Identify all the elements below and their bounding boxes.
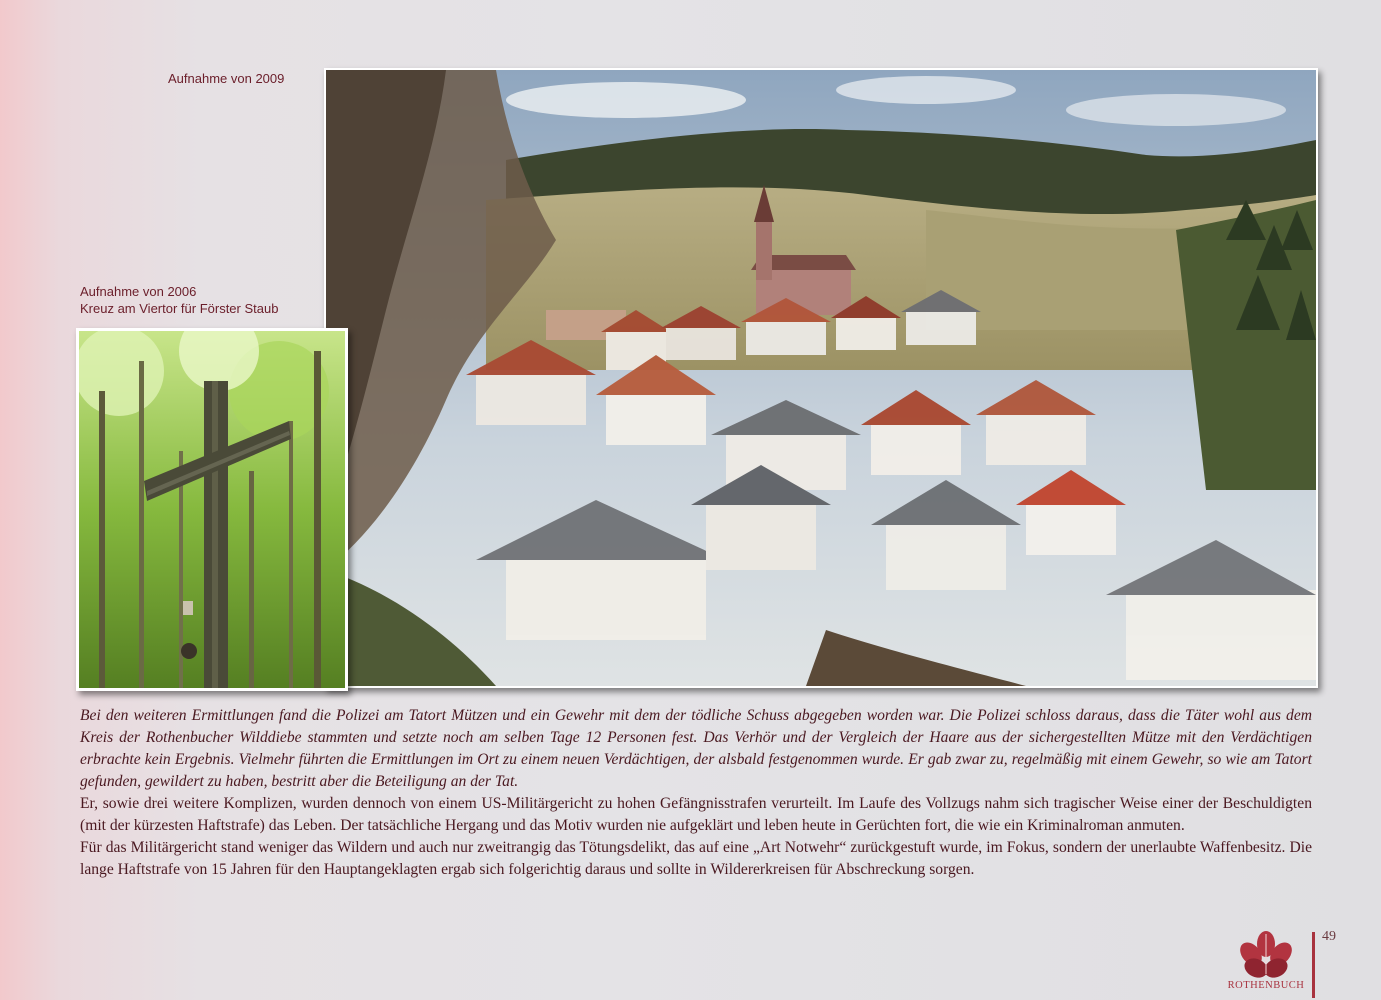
- paragraph-verdict: Er, sowie drei weitere Komplizen, wurden dennoch von einem US-Militärgericht zu hohen Gefängnisstrafen verurteilt. Im Laufe des Vollzugs nahm sich tragischer Weise einer der Beschuldigten (mit der kürzesten Haftstrafe) das Leben. Der tatsächliche Hergang und das Motiv wurden nie aufgeklärt und leben heute in Gerüchten fort, die wie ein Kriminalroman anmuten.: [80, 795, 1312, 834]
- caption-2006-year: Aufnahme von 2006: [80, 284, 197, 299]
- page-number: 49: [1322, 929, 1336, 944]
- paragraph-military-court: Für das Militärgericht stand weniger das Wildern und auch nur zweitrangig das Tötungsdelikt, das auf eine „Art Notwehr“ zurückgestuft wurde, im Fokus, sondern der unerlaubte Waffenbesitz. Die lange Haftstrafe von 15 Jahren für den Hauptangeklagten ergab sich folgerichtig daraus und sollte in Wildererkreisen für Abschreckung sorgen.: [80, 839, 1312, 878]
- body-text: [80, 705, 1312, 881]
- caption-2009: Aufnahme von 2009: [168, 71, 285, 86]
- rothenbuch-logo: [1226, 930, 1306, 996]
- village-photo-image: [326, 70, 1316, 686]
- cross-photo: [76, 328, 348, 691]
- page-number-rule: [1312, 932, 1315, 998]
- paragraph-investigation: Bei den weiteren Ermittlungen fand die Polizei am Tatort Mützen und ein Gewehr mit dem der tödliche Schuss abgegeben worden war. Die Polizei schloss daraus, dass die Täter wohl aus dem Kreis der Rothenbucher Wilddiebe stammten und setzte noch am selben Tage 12 Personen fest. Das Verhör und der Vergleich der Haare aus der sichergestellten Mütze mit den Verdächtigen erbrachte kein Ergebnis. Vielmehr führten die Ermittlungen im Ort zu einem neuen Verdächtigen, der alsbald festgenommen wurde. Er gab zwar zu, regelmäßig mit einem Gewehr, so wie am Tatort gefunden, gewildert zu haben, bestritt aber die Beteiligung an der Tat.: [80, 707, 1312, 790]
- caption-2006: [80, 283, 278, 317]
- logo-text: ROTHENBUCH: [1227, 980, 1305, 991]
- cross-photo-image: [79, 331, 345, 688]
- village-photo: [324, 68, 1318, 688]
- caption-2006-subject: Kreuz am Viertor für Förster Staub: [80, 301, 279, 316]
- leaf-logo-icon: [1226, 930, 1306, 980]
